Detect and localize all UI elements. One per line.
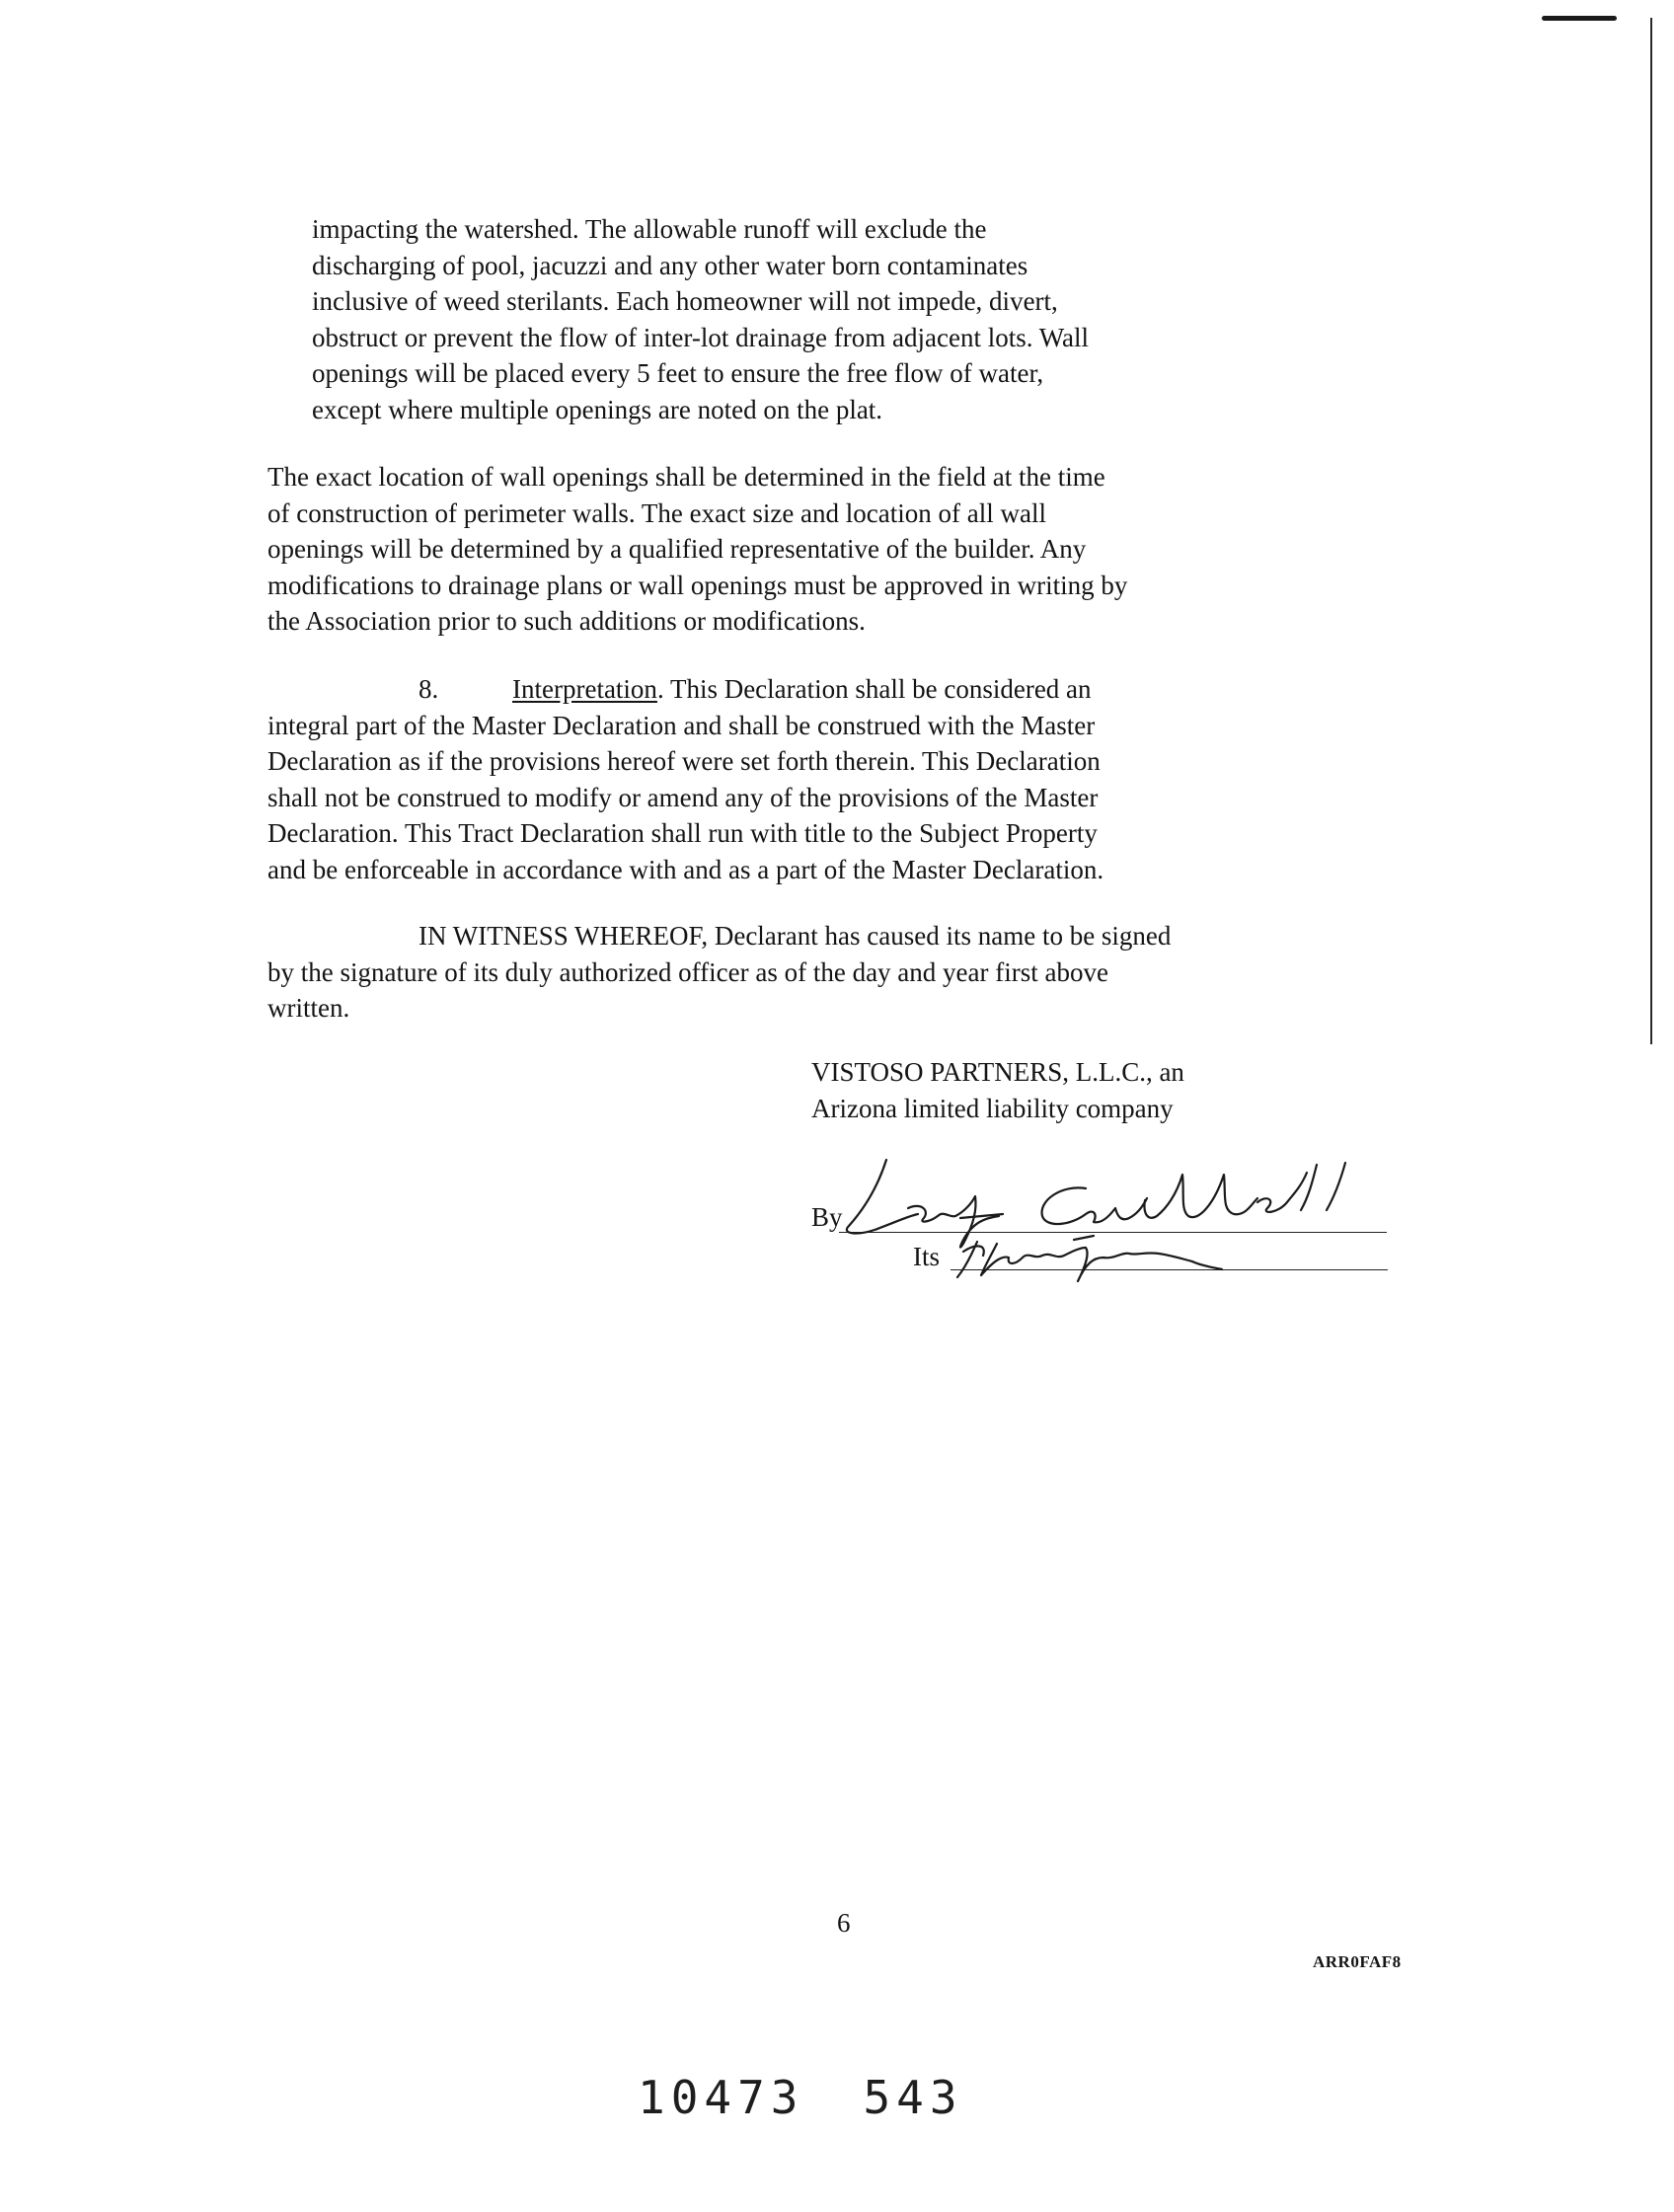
text-line: Declaration. This Tract Declaration shall run with title to the Subject Property [267, 818, 1098, 848]
text-line: by the signature of its duly authorized officer as of the day and year first above [267, 956, 1108, 987]
paragraph-drainage-continuation [312, 211, 1338, 427]
scan-artifact-mark [1542, 16, 1617, 21]
witness-clause [267, 918, 1403, 1027]
text-line: Declaration as if the provisions hereof were set forth therein. This Declaration [267, 746, 1101, 776]
text-line: written. [267, 993, 350, 1023]
text-line: openings will be determined by a qualified representative of the builder. Any [267, 534, 1087, 564]
handwritten-signature [827, 1145, 1459, 1293]
text-line: the Association prior to such additions or modifications. [267, 606, 866, 636]
document-code: ARR0FAF8 [1313, 1952, 1402, 1971]
paragraph-wall-openings [267, 459, 1403, 640]
text-line: impacting the watershed. The allowable runoff will exclude the [312, 214, 987, 244]
text-line: inclusive of weed sterilants. Each homeowner will not impede, divert, [312, 286, 1058, 316]
company-type: Arizona limited liability company [811, 1093, 1174, 1123]
section-number: 8. [418, 674, 439, 704]
section-8-interpretation [267, 671, 1403, 887]
text-line: modifications to drainage plans or wall openings must be approved in writing by [267, 570, 1128, 600]
witness-first-line [267, 918, 1403, 954]
section-8-first-line [267, 671, 1403, 708]
company-name: VISTOSO PARTNERS, L.L.C., an [811, 1057, 1184, 1087]
text-line: obstruct or prevent the flow of inter-lot drainage from adjacent lots. Wall [312, 322, 1090, 352]
scan-artifact-edge [1650, 18, 1652, 1044]
recording-book: 10473 [638, 2071, 804, 2124]
text-fragment: IN WITNESS WHEREOF, Declarant has caused its name to be signed [418, 921, 1172, 951]
text-line: The exact location of wall openings shall be determined in the field at the time [267, 462, 1105, 492]
its-label: Its [913, 1242, 940, 1271]
text-line: of construction of perimeter walls. The exact size and location of all wall [267, 497, 1046, 528]
text-fragment: . This Declaration shall be considered an [656, 674, 1092, 704]
text-line: and be enforceable in accordance with and as a part of the Master Declaration. [267, 854, 1104, 884]
section-heading: Interpretation [512, 674, 657, 704]
recording-page: 543 [863, 2071, 963, 2124]
text-line: integral part of the Master Declaration and shall be construed with the Master [267, 710, 1096, 740]
recording-stamp [638, 2071, 963, 2124]
text-line: openings will be placed every 5 feet to ensure the free flow of water, [312, 358, 1044, 388]
by-label: By [811, 1202, 843, 1232]
text-line: except where multiple openings are noted on the plat. [312, 394, 883, 424]
signature-company [811, 1054, 1423, 1126]
text-line: discharging of pool, jacuzzi and any other water born contaminates [312, 250, 1028, 280]
page-number: 6 [837, 1908, 851, 1938]
text-line: shall not be construed to modify or amend any of the provisions of the Master [267, 782, 1099, 812]
